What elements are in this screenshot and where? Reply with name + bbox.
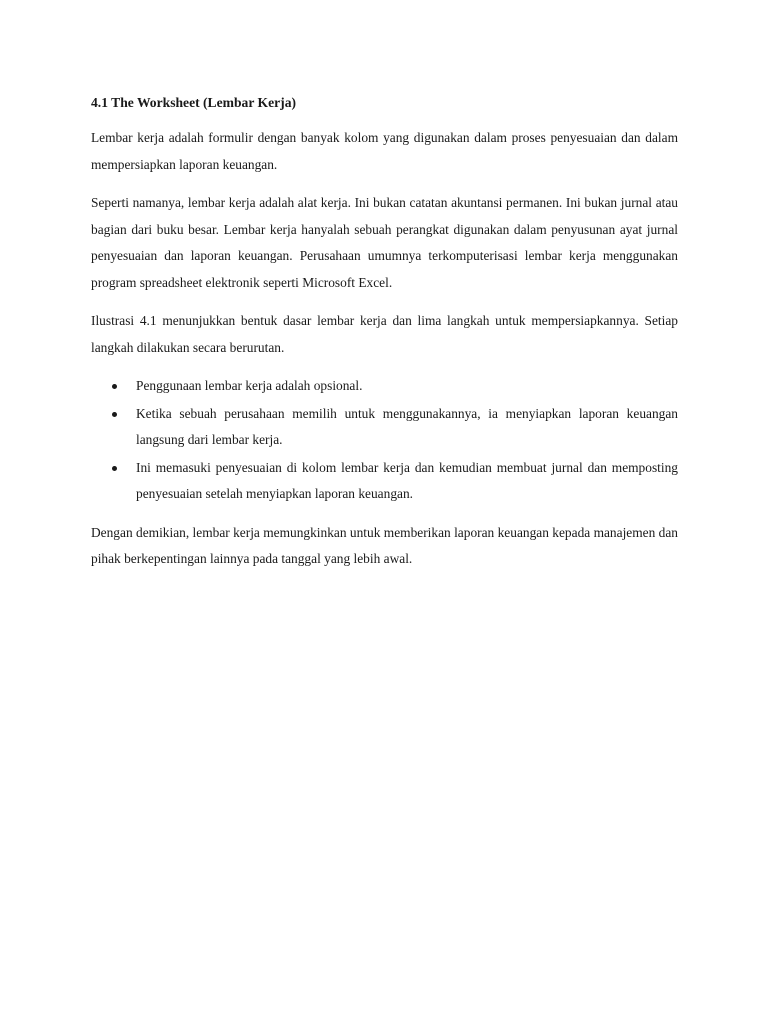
bullet-icon (112, 384, 117, 389)
bullet-icon (112, 466, 117, 471)
list-item (91, 455, 678, 508)
paragraph-illustration: Ilustrasi 4.1 menunjukkan bentuk dasar lembar kerja dan lima langkah untuk mempersiapkannya. Setiap langkah dilakukan secara berurutan. (91, 313, 678, 355)
list-item (91, 401, 678, 454)
list-item-text: Ini memasuki penyesuaian di kolom lembar kerja dan kemudian membuat jurnal dan memposting penyesuaian setelah menyiapkan laporan keuangan. (136, 459, 678, 501)
paragraph-definition: Lembar kerja adalah formulir dengan banyak kolom yang digunakan dalam proses penyesuaian dan dalam mempersiapkan laporan keuangan. (91, 130, 678, 172)
section-heading: 4.1 The Worksheet (Lembar Kerja) (91, 95, 297, 110)
list-item (91, 373, 678, 400)
list-item-text: Ketika sebuah perusahaan memilih untuk menggunakannya, ia menyiapkan laporan keuangan langsung dari lembar kerja. (136, 405, 678, 447)
document-page (91, 92, 678, 585)
paragraph-closing: Dengan demikian, lembar kerja memungkinkan untuk memberikan laporan keuangan kepada manajemen dan pihak berkepentingan lainnya pada tanggal yang lebih awal. (91, 524, 678, 566)
bullet-list (91, 373, 678, 508)
paragraph-purpose: Seperti namanya, lembar kerja adalah alat kerja. Ini bukan catatan akuntansi permanen. Ini bukan jurnal atau bagian dari buku besar. Lembar kerja hanyalah sebuah perangkat digunakan dalam penyusunan ayat jurnal penyesuaian dan laporan keuangan. Perusahaan umumnya terkomputerisasi lembar kerja menggunakan program spreadsheet elektronik seperti Microsoft Excel. (91, 195, 678, 290)
list-item-text: Penggunaan lembar kerja adalah opsional. (136, 378, 363, 393)
bullet-icon (112, 412, 117, 417)
